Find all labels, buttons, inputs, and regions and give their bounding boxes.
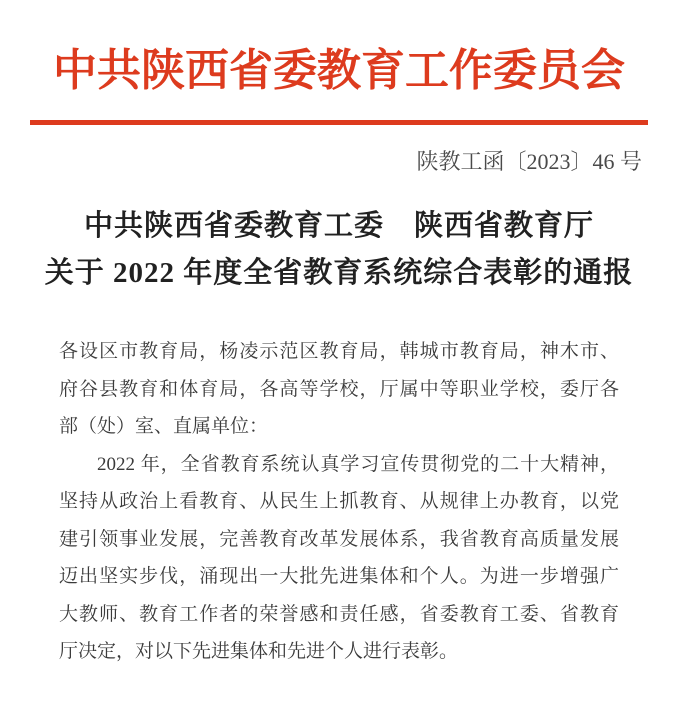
document-title-line2: 关于 2022 年度全省教育系统综合表彰的通报 <box>44 257 634 289</box>
document-body-line: 大教师、教育工作者的荣誉感和责任感，省委教育工委、省教育 <box>59 603 619 625</box>
document-body-line: 2022 年，全省教育系统认真学习宣传贯彻党的二十大精神， <box>97 453 619 475</box>
document-title <box>0 203 678 297</box>
document-body-line: 各设区市教育局，杨凌示范区教育局，韩城市教育局，神木市、 <box>59 341 619 362</box>
document-body-line: 迈出坚实步伐，涌现出一大批先进集体和个人。为进一步增强广 <box>59 566 619 587</box>
document-reference-number: 陕教工函〔2023〕46 号 <box>416 149 642 174</box>
red-divider-line <box>30 120 648 125</box>
document-body <box>59 333 619 671</box>
document-page <box>0 40 678 716</box>
document-body-line: 坚持从政治上看教育、从民生上抓教育、从规律上办教育，以党 <box>59 491 619 512</box>
document-title-line1: 中共陕西省委教育工委 陕西省教育厅 <box>83 210 594 242</box>
document-body-line: 部（处）室、直属单位： <box>59 416 269 437</box>
document-body-line: 府谷县教育和体育局，各高等学校，厅属中等职业学校，委厅各 <box>59 378 619 400</box>
document-body-line: 建引领事业发展，完善教育改革发展体系，我省教育高质量发展 <box>59 528 619 550</box>
letterhead-org-name: 中共陕西省委教育工作委员会 <box>53 46 625 95</box>
document-body-line: 厅决定，对以下先进集体和先进个人进行表彰。 <box>59 641 459 662</box>
